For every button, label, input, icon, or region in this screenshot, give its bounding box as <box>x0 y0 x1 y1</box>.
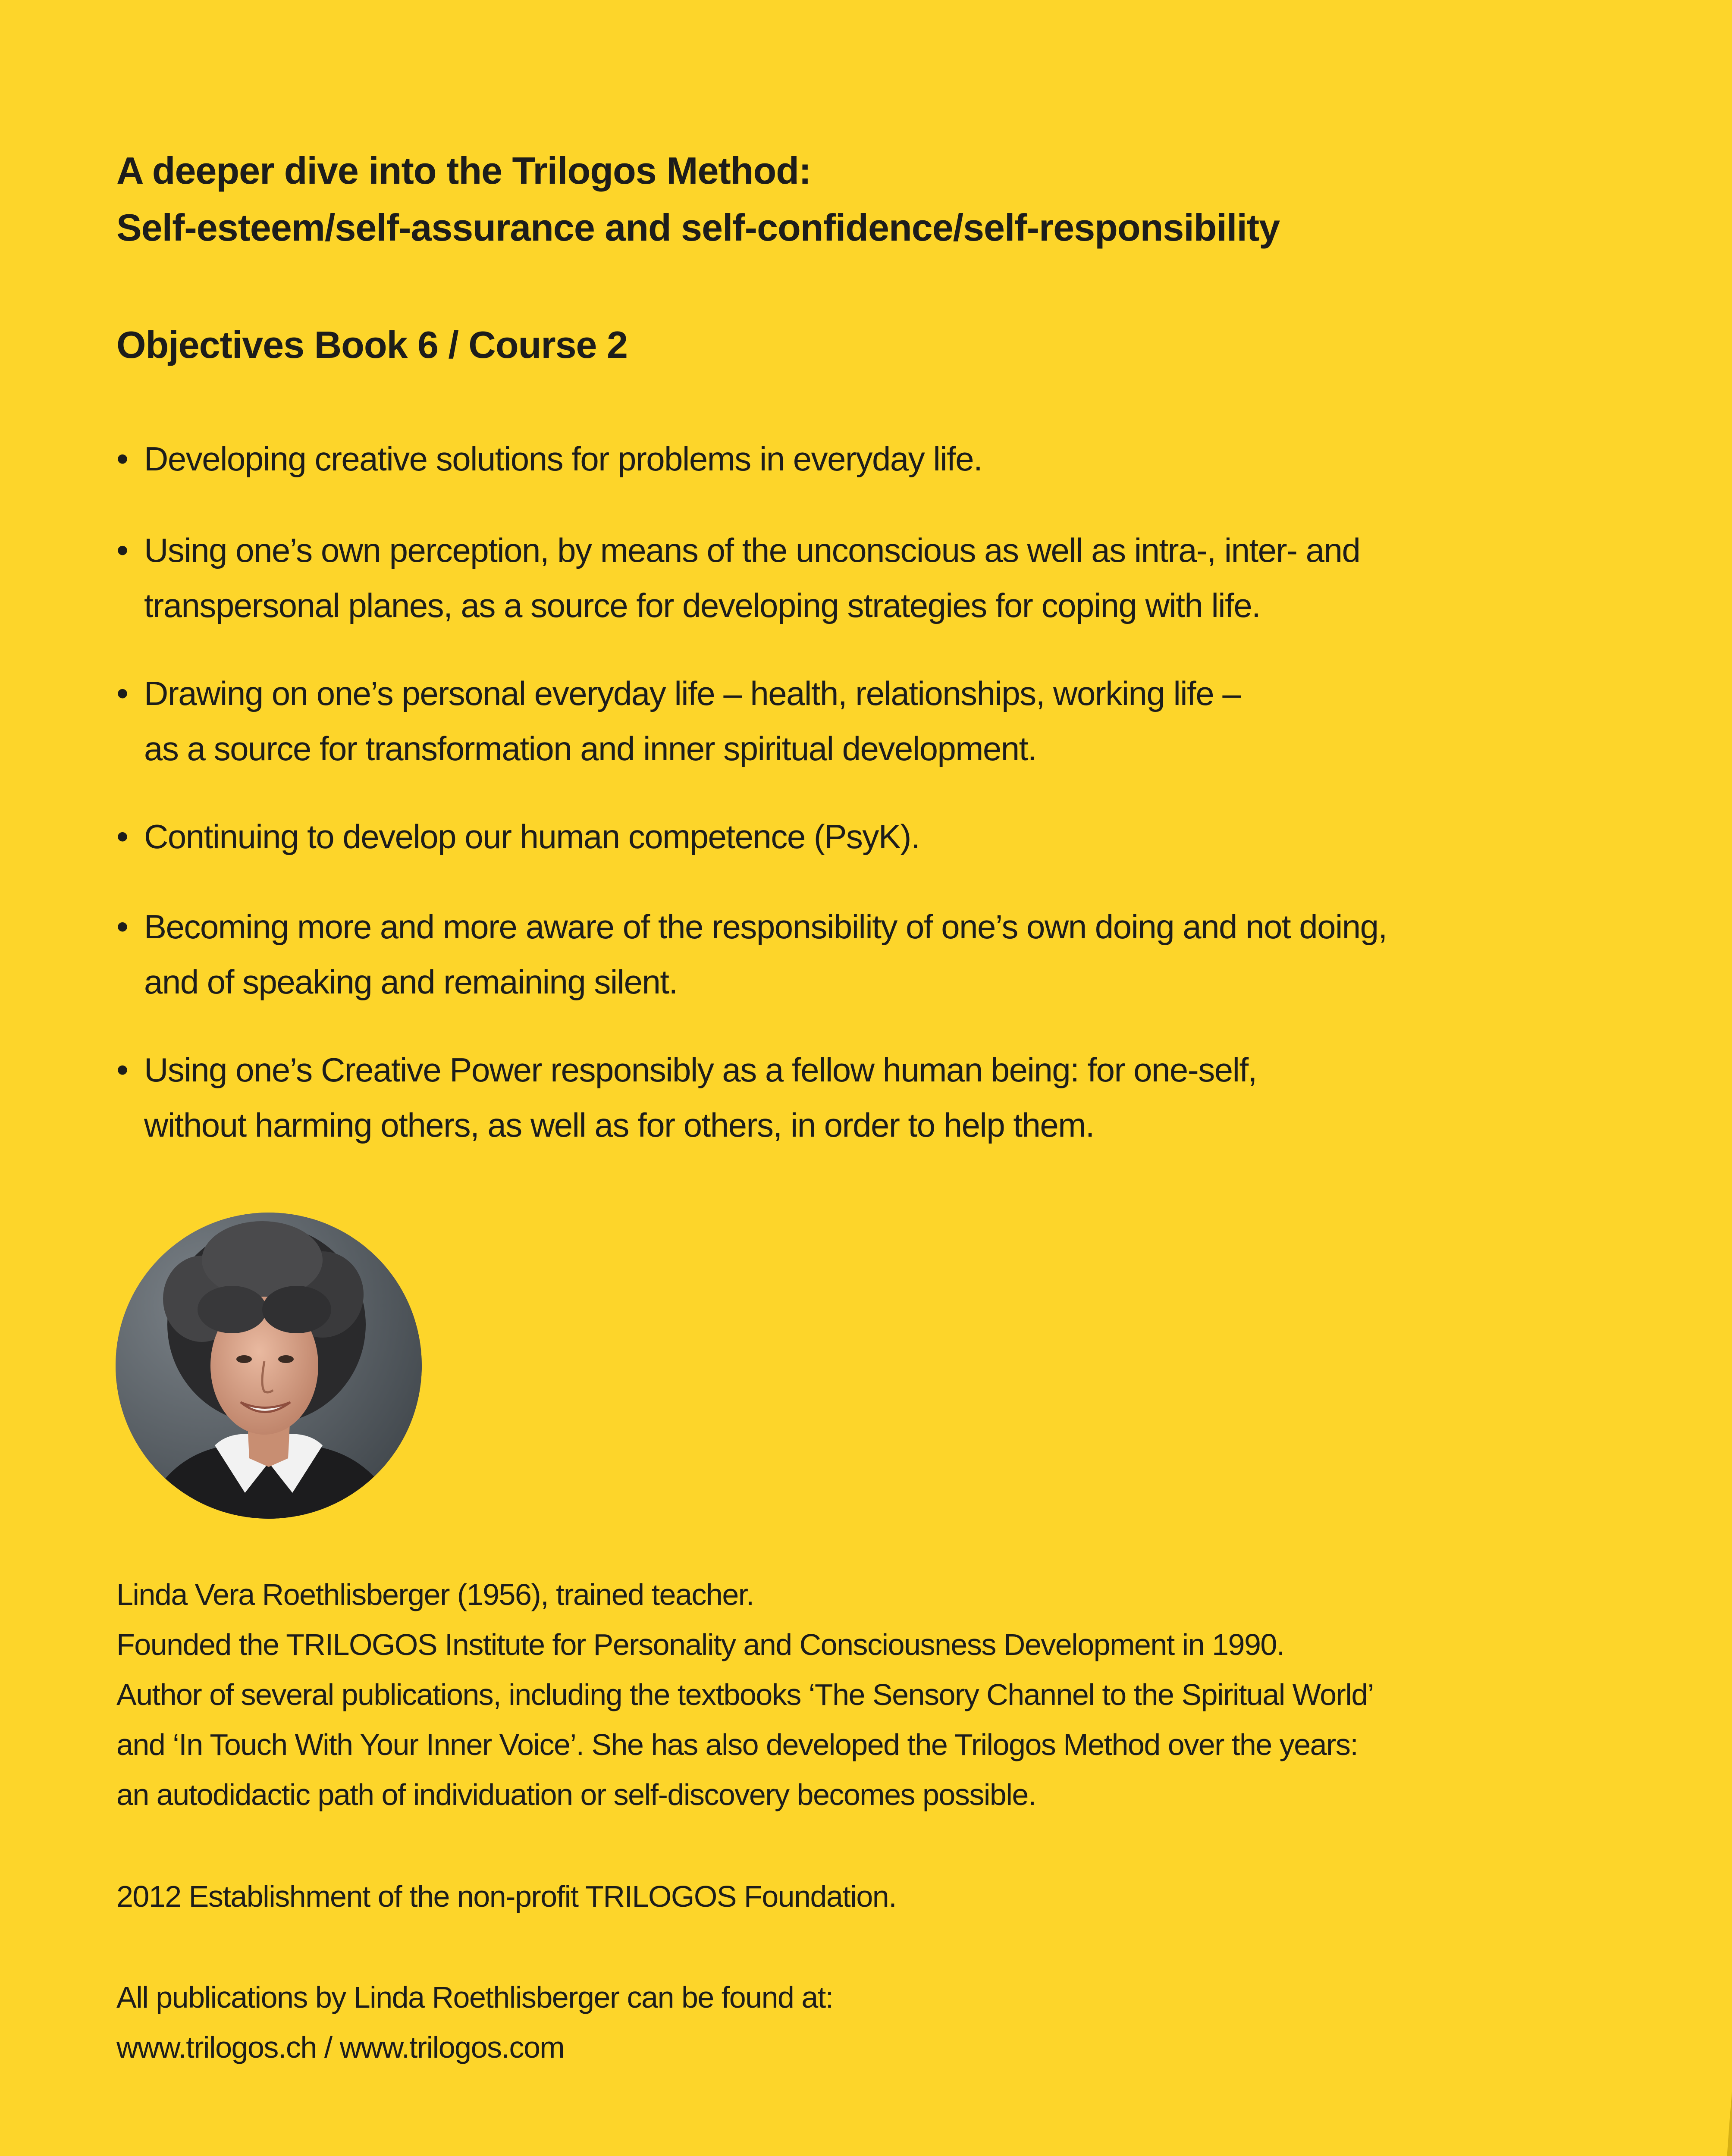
cover-heading <box>116 142 1280 256</box>
objective-line: Becoming more and more aware of the responsibility of one’s own doing and not doing, <box>144 908 1387 946</box>
spine-edge <box>1706 0 1732 2156</box>
author-photo <box>116 1213 422 1519</box>
bullet-marker: • <box>116 817 129 856</box>
bullet-marker: • <box>116 907 129 946</box>
bullet-marker: • <box>116 439 129 478</box>
objective-item <box>116 809 919 864</box>
bio-line: Founded the TRILOGOS Institute for Personality and Consciousness Development in 1990. <box>116 1628 1284 1661</box>
heading-line-1: A deeper dive into the Trilogos Method: <box>116 149 811 192</box>
objective-line: without harming others, as well as for others, in order to help them. <box>144 1106 1094 1144</box>
publications-note <box>116 1972 833 2072</box>
objective-line: Using one’s own perception, by means of the unconscious as well as intra-, inter- and <box>144 531 1360 569</box>
bio-line: Linda Vera Roethlisberger (1956), trained teacher. <box>116 1578 754 1611</box>
bullet-marker: • <box>116 674 129 712</box>
objective-item <box>116 431 982 486</box>
publications-line: All publications by Linda Roethlisberger can be found at: <box>116 1981 833 2014</box>
bio-line: and ‘In Touch With Your Inner Voice’. She has also developed the Trilogos Method over the years: <box>116 1728 1358 1761</box>
objective-line: Drawing on one’s personal everyday life – health, relationships, working life – <box>144 674 1241 712</box>
objective-line: Developing creative solutions for problems in everyday life. <box>144 440 982 478</box>
bullet-marker: • <box>116 1050 129 1089</box>
bullet-marker: • <box>116 531 129 569</box>
objective-line: Continuing to develop our human competence (PsyK). <box>144 818 920 856</box>
website-links: www.trilogos.ch / www.trilogos.com <box>116 2031 565 2064</box>
heading-line-2: Self-esteem/self-assurance and self-confidence/self-responsibility <box>116 206 1280 249</box>
objective-line: as a source for transformation and inner spiritual development. <box>144 730 1036 768</box>
objective-item <box>116 523 1360 633</box>
foundation-line: 2012 Establishment of the non-profit TRILOGOS Foundation. <box>116 1880 897 1913</box>
objectives-title: Objectives Book 6 / Course 2 <box>116 323 628 366</box>
objective-item <box>116 1042 1257 1153</box>
objective-item <box>116 666 1240 776</box>
foundation-note <box>116 1871 896 1921</box>
objective-line: transpersonal planes, as a source for developing strategies for coping with life. <box>144 586 1261 624</box>
objective-line: Using one’s Creative Power responsibly as a fellow human being: for one-self, <box>144 1051 1257 1089</box>
author-bio <box>116 1570 1374 1820</box>
objective-line: and of speaking and remaining silent. <box>144 963 678 1001</box>
bio-line: Author of several publications, including the textbooks ‘The Sensory Channel to the Spiritual World’ <box>116 1678 1374 1711</box>
bio-line: an autodidactic path of individuation or self-discovery becomes possible. <box>116 1778 1036 1811</box>
objective-item <box>116 899 1387 1009</box>
